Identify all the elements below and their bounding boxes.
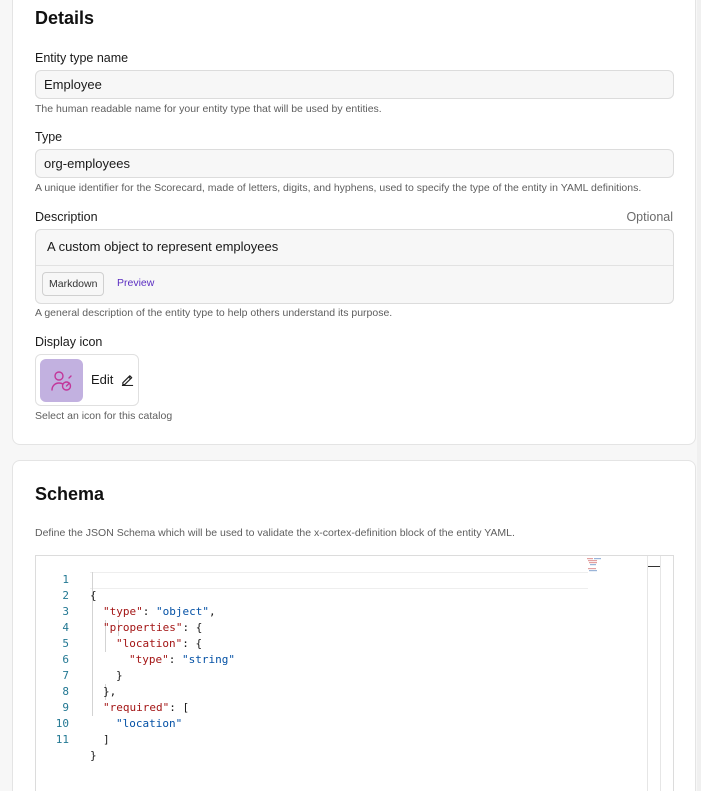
type-label: Type bbox=[35, 130, 63, 144]
user-settings-icon bbox=[40, 359, 83, 402]
code-line: 5 "type": "string" bbox=[62, 637, 235, 666]
markdown-tab[interactable]: Markdown bbox=[42, 272, 104, 296]
entity-type-name-input[interactable]: Employee bbox=[35, 70, 674, 99]
code-line: 11 } bbox=[55, 733, 97, 762]
preview-tab[interactable]: Preview bbox=[117, 277, 155, 289]
type-input[interactable]: org-employees bbox=[35, 149, 674, 178]
code-line: 8 "required": [ bbox=[62, 685, 190, 714]
details-title: Details bbox=[35, 8, 95, 28]
code-line: 9 "location" bbox=[62, 701, 183, 730]
page-scrollbar[interactable] bbox=[697, 0, 701, 791]
code-line: 3 "properties": { bbox=[62, 605, 203, 634]
code-line: 2 "type": "object", bbox=[62, 589, 216, 618]
code-line: 7 }, bbox=[62, 669, 117, 698]
description-divider bbox=[36, 265, 673, 266]
code-line: 1 { bbox=[62, 573, 97, 602]
entity-type-name-hint: The human readable name for your entity type that will be used by entities. bbox=[35, 103, 382, 115]
details-card bbox=[12, 0, 696, 445]
description-textarea[interactable]: A custom object to represent employees bbox=[47, 239, 279, 254]
optional-label: Optional bbox=[626, 210, 673, 224]
schema-card bbox=[12, 460, 696, 791]
code-line: 10 ] bbox=[55, 717, 110, 746]
icon-picker-button[interactable] bbox=[35, 354, 139, 406]
code-line: 6 } bbox=[62, 653, 123, 682]
description-editor bbox=[35, 229, 674, 304]
schema-title: Schema bbox=[35, 484, 105, 504]
display-icon-hint: Select an icon for this catalog bbox=[35, 410, 173, 422]
pencil-icon bbox=[121, 373, 134, 391]
description-hint: A general description of the entity type to help others understand its purpose. bbox=[35, 307, 393, 319]
type-hint: A unique identifier for the Scorecard, made of letters, digits, and hyphens, used to specify the type of the entity in YAML definitions. bbox=[35, 182, 642, 194]
editor-scrollbar[interactable] bbox=[647, 556, 661, 791]
display-icon-label: Display icon bbox=[35, 335, 103, 349]
edit-icon-label: Edit bbox=[91, 372, 114, 387]
entity-type-name-label: Entity type name bbox=[35, 51, 129, 65]
code-line: 4 "location": { bbox=[62, 621, 203, 650]
schema-description: Define the JSON Schema which will be used to validate the x-cortex-definition block of the entity YAML. bbox=[35, 527, 515, 539]
editor-minimap[interactable] bbox=[586, 557, 608, 575]
json-schema-editor[interactable] bbox=[35, 555, 674, 791]
editor-scrollbar-thumb[interactable] bbox=[648, 566, 660, 567]
description-label: Description bbox=[35, 210, 98, 224]
